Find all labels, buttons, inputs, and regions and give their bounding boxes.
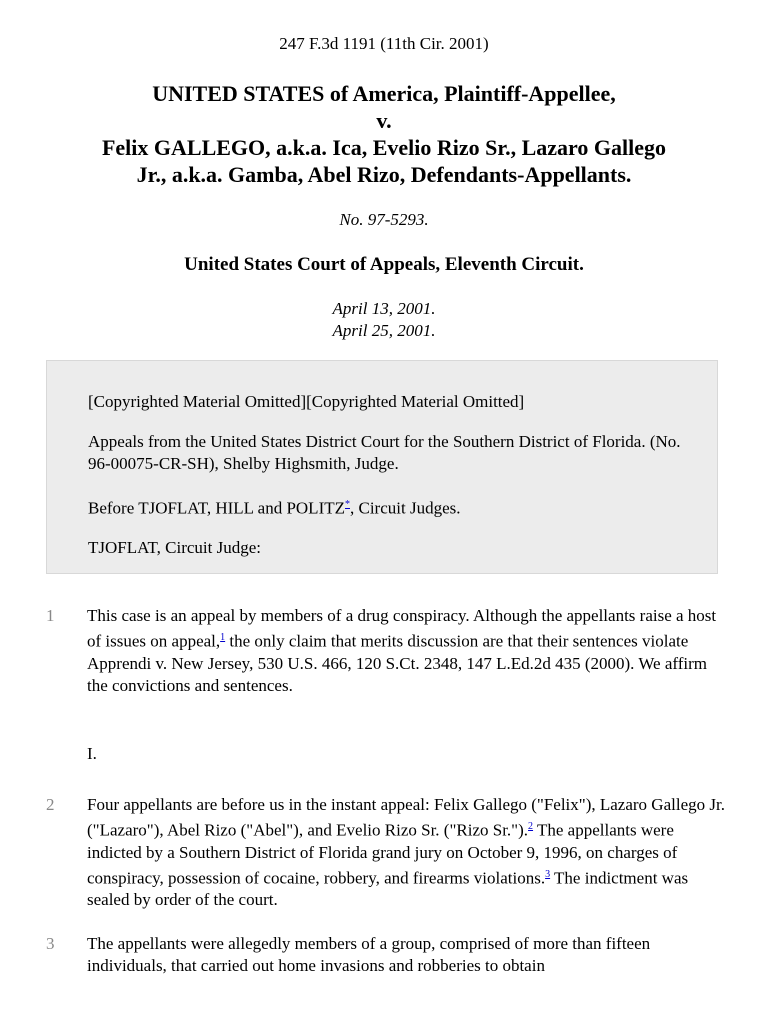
panel-judges xyxy=(88,494,688,520)
panel-judges-suffix: , Circuit Judges. xyxy=(350,498,461,518)
paragraph-text-part: Four appellants are before us in the instant appeal: Felix Gallego ("Felix"), Lazaro Gallego Jr. ("Lazaro"), Abel Rizo ("Abel"), and Evelio Rizo Sr. ("Rizo Sr."). xyxy=(87,795,725,840)
title-plaintiff: UNITED STATES of America, Plaintiff-Appellee, xyxy=(152,81,616,106)
footnote-link[interactable]: 1 xyxy=(220,632,226,643)
opinion-author: TJOFLAT, Circuit Judge: xyxy=(88,538,261,557)
footnote-link[interactable]: 3 xyxy=(545,868,551,880)
paragraph-text xyxy=(87,794,727,911)
paragraph-text xyxy=(87,605,727,697)
case-citation: 247 F.3d 1191 (11th Cir. 2001) xyxy=(279,34,489,53)
paragraph-text-part: The indictment was sealed by order of the court. xyxy=(87,868,689,910)
footnote-link[interactable]: 2 xyxy=(528,821,534,832)
decision-date: April 25, 2001. xyxy=(332,321,436,340)
paragraph-text: The appellants were allegedly members of a group, comprised of more than fifteen individuals, that carried out home invasions and robberies to obtain xyxy=(87,934,651,975)
headnote-box xyxy=(46,360,718,574)
footnote-link[interactable]: * xyxy=(345,499,350,510)
paragraph-number: 2 xyxy=(46,795,55,814)
panel-judges-text: Before TJOFLAT, HILL and POLITZ xyxy=(88,498,345,518)
title-defendants-line2: Jr., a.k.a. Gamba, Abel Rizo, Defendants-Appellants. xyxy=(136,162,632,187)
paragraph-text-part: This case is an appeal by members of a drug conspiracy. Although the appellants raise a host of issues on appeal, xyxy=(87,606,717,651)
title-versus: v. xyxy=(376,108,392,133)
court-name: United States Court of Appeals, Eleventh Circuit. xyxy=(184,254,584,275)
appeal-info: Appeals from the United States District Court for the Southern District of Florida. (No. 96-00075-CR-SH), Shelby Highsmith, Judge. xyxy=(88,432,681,473)
paragraph-number: 3 xyxy=(46,934,55,953)
section-heading: I. xyxy=(87,744,97,763)
decision-dates xyxy=(0,298,768,342)
paragraph-text-part: The appellants were indicted by a Southern District of Florida grand jury on October 9, 1996, on charges of conspiracy, possession of cocaine, robbery, and firearms violations. xyxy=(87,820,678,888)
decision-date: April 13, 2001. xyxy=(332,299,436,318)
copyright-notice: [Copyrighted Material Omitted][Copyrighted Material Omitted] xyxy=(88,392,525,411)
docket-number: No. 97-5293. xyxy=(339,210,429,229)
title-defendants-line1: Felix GALLEGO, a.k.a. Ica, Evelio Rizo Sr., Lazaro Gallego xyxy=(101,135,667,160)
paragraph-number: 1 xyxy=(46,606,55,625)
case-title xyxy=(30,80,738,188)
paragraph-text-part: the only claim that merits discussion are that their sentences violate Apprendi v. New Jersey, 530 U.S. 466, 120 S.Ct. 2348, 147 L.Ed.2d 435 (2000). We affirm the convictions and sentences. xyxy=(87,631,708,695)
